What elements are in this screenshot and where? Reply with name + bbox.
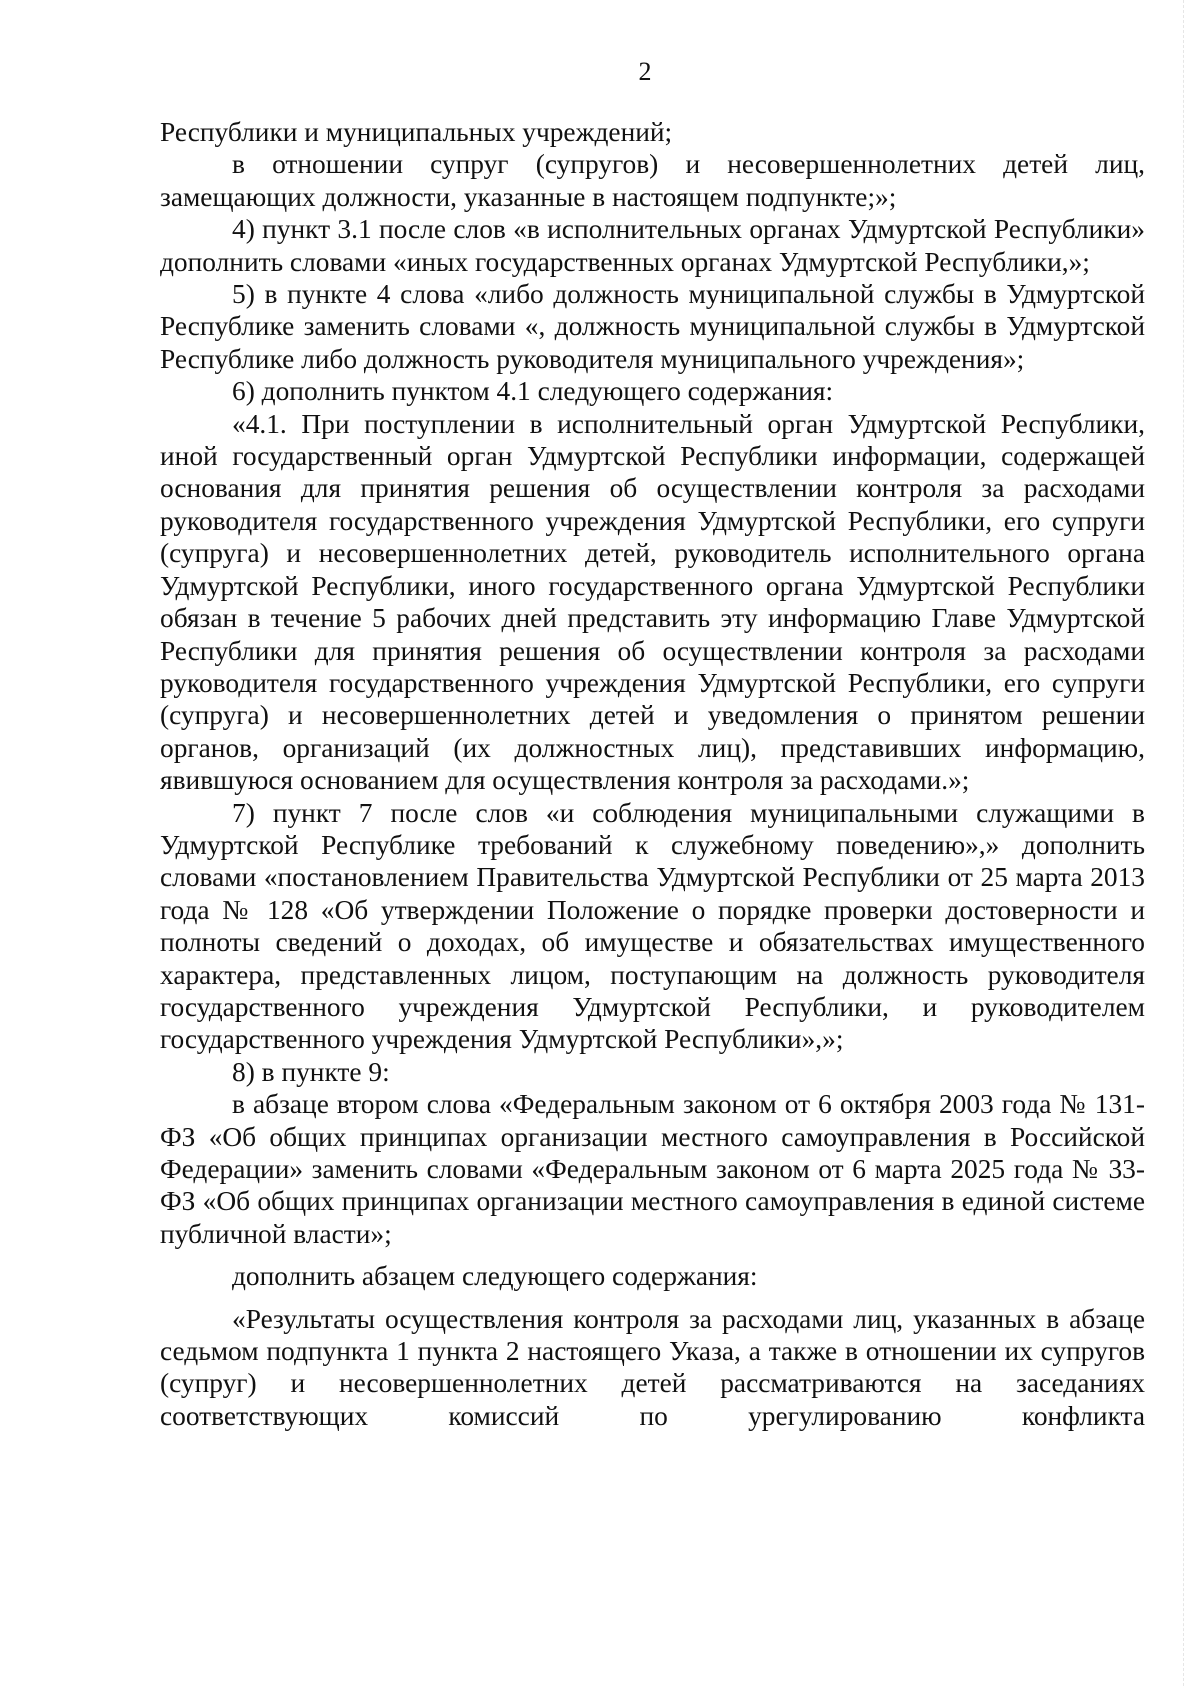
page-number: 2: [638, 57, 652, 86]
paragraph-11: «Результаты осуществления контроля за расходами лиц, указанных в абзаце седьмом подпункта 1 пункта 2 настоящего Указа, а также в отношении их супругов (супруг) и несовершеннолетних детей рассматриваются на заседаниях соответствующих комиссий по урегулированию конфликта: [160, 1303, 1145, 1431]
paragraph-3: 4) пункт 3.1 после слов «в исполнительных органах Удмуртской Республики» дополнить словами «иных государственных органах Удмуртской Республики,»;: [160, 214, 1145, 277]
paragraph-9: в абзаце втором слова «Федеральным законом от 6 октября 2003 года № 131-ФЗ «Об общих принципах организации местного самоуправления в Российской Федерации» заменить словами «Федеральным законом от 6 марта 2025 года № 33-ФЗ «Об общих принципах организации местного самоуправления в единой системе публичной власти»;: [160, 1089, 1145, 1249]
paragraph-4: 5) в пункте 4 слова «либо должность муниципальной службы в Удмуртской Республике заменить словами «, должность муниципальной службы в Удмуртской Республике либо должность руководителя муниципального учреждения»;: [160, 279, 1145, 374]
paragraph-8: 8) в пункте 9:: [232, 1056, 390, 1087]
paragraph-10: дополнить абзацем следующего содержания:: [232, 1261, 758, 1292]
paragraph-6: «4.1. При поступлении в исполнительный орган Удмуртской Республики, иной государственный орган Удмуртской Республики информации, содержащей основания для принятия решения об осуществлении контроля за расходами руководителя государственного учреждения Удмуртской Республики, его супруги (супруга) и несовершеннолетних детей, руководитель исполнительного органа Удмуртской Республики, иного государственного органа Удмуртской Республики обязан в течение 5 рабочих дней представить эту информацию Главе Удмуртской Республики для принятия решения об осуществлении контроля за расходами руководителя государственного учреждения Удмуртской Республики, его супруги (супруга) и несовершеннолетних детей и уведомления о принятом решении органов, организаций (их должностных лиц), представивших информацию, явившуюся основанием для осуществления контроля за расходами.»;: [160, 408, 1145, 796]
document-body: [160, 116, 1145, 1432]
paragraph-5: 6) дополнить пунктом 4.1 следующего содержания:: [232, 376, 834, 407]
paragraph-2: в отношении супруг (супругов) и несовершеннолетних детей лиц, замещающих должности, указанные в настоящем подпункте;»;: [160, 149, 1145, 212]
scan-edge-artifact: [1183, 0, 1190, 1686]
paragraph-1: Республики и муниципальных учреждений;: [160, 117, 673, 147]
paragraph-7: 7) пункт 7 после слов «и соблюдения муниципальными служащими в Удмуртской Республике требований к служебному поведению»,» дополнить словами «постановлением Правительства Удмуртской Республики от 25 марта 2013 года № 128 «Об утверждении Положение о порядке проверки достоверности и полноты сведений о доходах, об имуществе и обязательствах имущественного характера, представленных лицом, поступающим на должность руководителя государственного учреждения Удмуртской Республики, и руководителем государственного учреждения Удмуртской Республики»,»;: [160, 797, 1145, 1055]
